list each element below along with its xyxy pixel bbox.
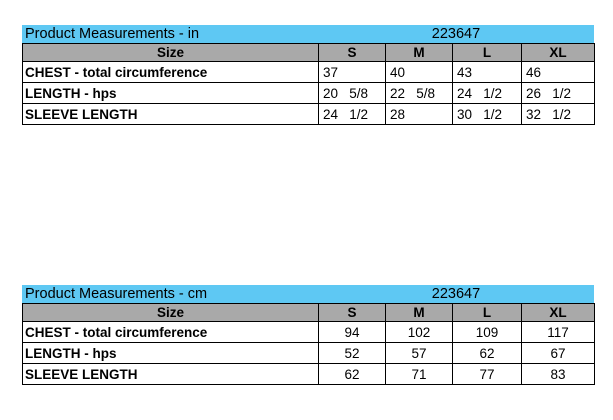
table-row xyxy=(23,83,595,104)
size-header: Size xyxy=(23,304,319,322)
table-title: Product Measurements - cm xyxy=(25,286,208,302)
table-title: Product Measurements - in xyxy=(25,26,200,42)
header-row xyxy=(23,304,595,322)
header-row xyxy=(23,44,595,62)
cell-value: 30 1/2 xyxy=(453,104,522,125)
table-row xyxy=(23,104,595,125)
cell-value: 46 xyxy=(522,62,595,83)
cell-value: 40 xyxy=(386,62,453,83)
measurements-grid-inches xyxy=(22,43,595,125)
size-m-header: M xyxy=(386,44,453,62)
cell-value: 77 xyxy=(453,364,522,385)
product-code: 223647 xyxy=(431,286,481,302)
product-code: 223647 xyxy=(431,26,481,42)
table-row xyxy=(23,322,595,343)
cell-value: 67 xyxy=(522,343,595,364)
cell-value: 62 xyxy=(453,343,522,364)
cell-value: 71 xyxy=(386,364,453,385)
title-bar-cm xyxy=(22,285,594,303)
cell-value: 109 xyxy=(453,322,522,343)
size-s-header: S xyxy=(319,304,386,322)
row-label: CHEST - total circumference xyxy=(23,62,319,83)
table-row xyxy=(23,343,595,364)
size-s-header: S xyxy=(319,44,386,62)
size-xl-header: XL xyxy=(522,44,595,62)
cell-value: 32 1/2 xyxy=(522,104,595,125)
cell-value: 22 5/8 xyxy=(386,83,453,104)
cell-value: 24 1/2 xyxy=(319,104,386,125)
row-label: LENGTH - hps xyxy=(23,343,319,364)
measurements-table-cm xyxy=(22,285,594,385)
measurements-table-inches xyxy=(22,25,594,125)
row-label: SLEEVE LENGTH xyxy=(23,364,319,385)
table-row xyxy=(23,62,595,83)
cell-value: 83 xyxy=(522,364,595,385)
size-m-header: M xyxy=(386,304,453,322)
cell-value: 28 xyxy=(386,104,453,125)
size-header: Size xyxy=(23,44,319,62)
cell-value: 52 xyxy=(319,343,386,364)
row-label: CHEST - total circumference xyxy=(23,322,319,343)
cell-value: 117 xyxy=(522,322,595,343)
cell-value: 24 1/2 xyxy=(453,83,522,104)
cell-value: 57 xyxy=(386,343,453,364)
cell-value: 43 xyxy=(453,62,522,83)
cell-value: 20 5/8 xyxy=(319,83,386,104)
size-xl-header: XL xyxy=(522,304,595,322)
cell-value: 26 1/2 xyxy=(522,83,595,104)
cell-value: 102 xyxy=(386,322,453,343)
cell-value: 62 xyxy=(319,364,386,385)
size-l-header: L xyxy=(453,304,522,322)
size-l-header: L xyxy=(453,44,522,62)
cell-value: 94 xyxy=(319,322,386,343)
cell-value: 37 xyxy=(319,62,386,83)
row-label: LENGTH - hps xyxy=(23,83,319,104)
title-bar-inches xyxy=(22,25,594,43)
measurements-grid-cm xyxy=(22,303,595,385)
table-row xyxy=(23,364,595,385)
row-label: SLEEVE LENGTH xyxy=(23,104,319,125)
